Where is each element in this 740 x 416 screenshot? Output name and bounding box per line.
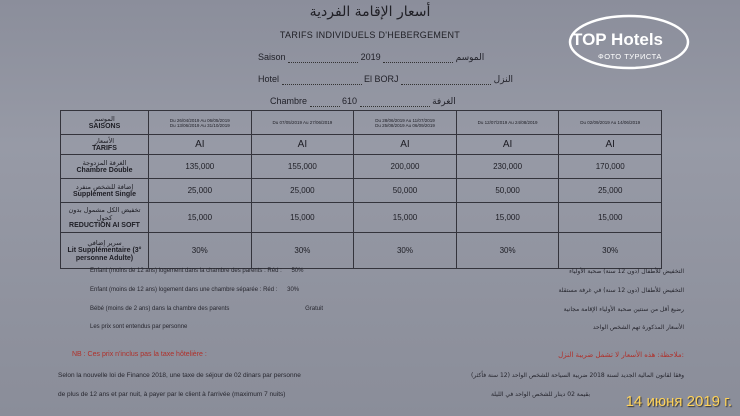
nb-note: NB : Ces prix n'inclus pas la taxe hôtelière : xyxy=(72,351,207,358)
lit-supp-cell: 30% xyxy=(559,233,662,269)
table-row xyxy=(61,155,662,179)
lit-supp-cell: 30% xyxy=(354,233,457,269)
single-cell: 25,000 xyxy=(149,179,252,203)
tarif-cell: AI xyxy=(354,135,457,155)
single-cell: 50,000 xyxy=(354,179,457,203)
date-watermark: 14 июня 2019 г. xyxy=(625,393,732,410)
row-label-reduction: تخفيض الكل مشمول بدون كحول REDUCTION AI SOFT xyxy=(61,203,149,233)
table-row xyxy=(61,135,662,155)
row-label-double: الغرفة المزدوجة Chambre Double xyxy=(61,155,149,179)
note-child-separate: Enfant (moins de 12 ans) logement dans une chambre séparée : Réd : 30% xyxy=(90,287,300,293)
note-ar-2: التخفيض للأطفال (دون 12 سنة) في غرفة مستقلة xyxy=(558,287,684,294)
hotel-label-ar: النزل xyxy=(493,75,514,85)
hotel-value: El BORJ xyxy=(364,74,399,84)
note-value: 30% xyxy=(287,287,300,293)
period-cell: Du 28/06/2019 Au 11/07/2019 Du 25/08/2019 Au 06/09/2019 xyxy=(354,111,457,135)
period-cell: Du 02/09/2019 Au 14/06/2019 xyxy=(559,111,662,135)
reduction-cell: 15,000 xyxy=(456,203,559,233)
hotel-label: Hotel xyxy=(258,74,280,84)
double-cell: 170,000 xyxy=(559,155,662,179)
tarif-cell: AI xyxy=(251,135,354,155)
note-value: 50% xyxy=(291,268,304,274)
period-cell: Du 26/04/2019 Au 06/05/2019 Du 13/06/2019 Au 31/10/2019 xyxy=(149,111,252,135)
table-row xyxy=(61,179,662,203)
row-label-lit-supp: سرير إضافي Lit Supplémentaire (3° personne Adulte) xyxy=(61,233,149,269)
saison-line xyxy=(258,52,484,63)
note-ar-3: رضيع أقل من سنتين صحبة الأولياء الإقامة مجانية xyxy=(563,306,684,313)
tarif-cell: AI xyxy=(149,135,252,155)
note-baby: Bébé (moins de 2 ans) dans la chambre des parents Gratuit xyxy=(90,306,324,312)
lit-supp-cell: 30% xyxy=(251,233,354,269)
note-value: Gratuit xyxy=(305,306,324,312)
lit-supp-cell: 30% xyxy=(456,233,559,269)
period-cell: Du 12/07/2019 Au 24/08/2019 xyxy=(456,111,559,135)
saison-label: Saison xyxy=(258,52,286,62)
tarif-cell: AI xyxy=(456,135,559,155)
reduction-cell: 15,000 xyxy=(559,203,662,233)
saison-label-ar: الموسم xyxy=(455,53,485,63)
chambre-line xyxy=(270,96,456,107)
saison-value: 2019 xyxy=(360,52,381,62)
logo-subtitle: ФОТО ТУРИСТА xyxy=(598,52,662,61)
period-cell: Du 07/05/2019 Au 27/06/2019 xyxy=(251,111,354,135)
chambre-value: 610 xyxy=(342,96,358,106)
tax-text-1: Selon la nouvelle loi de Finance 2018, une taxe de séjour de 02 dinars par personne xyxy=(58,372,301,379)
hotel-line xyxy=(258,74,513,85)
note-ar-4: الأسعار المذكورة تهم الشخص الواحد xyxy=(592,324,684,331)
single-cell: 25,000 xyxy=(251,179,354,203)
reduction-cell: 15,000 xyxy=(149,203,252,233)
tarif-cell: AI xyxy=(559,135,662,155)
tax-text-ar-1: وفقا لقانون المالية الجديد لسنة 2018 ضريبة السياحة للشخص الواحد (12 سنة فأكثر) xyxy=(471,372,684,379)
double-cell: 230,000 xyxy=(456,155,559,179)
chambre-label-ar: الغرفة xyxy=(432,97,456,107)
table-row xyxy=(61,111,662,135)
double-cell: 135,000 xyxy=(149,155,252,179)
note-child-parents: Enfant (moins de 12 ans) logement dans la chambre des parents : Réd : 50% xyxy=(90,268,304,274)
chambre-label: Chambre xyxy=(270,96,308,106)
row-label-saisons: الموسم SAISONS xyxy=(61,111,149,135)
table-row xyxy=(61,203,662,233)
double-cell: 155,000 xyxy=(251,155,354,179)
title-arabic: أسعار الإقامة الفردية xyxy=(309,4,431,20)
title-french: TARIFS INDIVIDUELS D'HEBERGEMENT xyxy=(279,30,461,40)
note-ar-1: التخفيض للأطفال (دون 12 سنة) صحبة الأولياء xyxy=(569,268,684,275)
single-cell: 50,000 xyxy=(456,179,559,203)
nb-note-ar: ملاحظة: هذه الأسعار لا تشمل ضريبة النزل: xyxy=(558,351,684,359)
logo-text: TOP Hotels xyxy=(572,30,664,49)
single-cell: 25,000 xyxy=(559,179,662,203)
row-label-tarifs: الأسعار TARIFS xyxy=(61,135,149,155)
tax-text-ar-2: بقيمة 02 دينار للشخص الواحد في الليلة xyxy=(490,391,590,398)
double-cell: 200,000 xyxy=(354,155,457,179)
table-row xyxy=(61,233,662,269)
reduction-cell: 15,000 xyxy=(251,203,354,233)
row-label-single: إضافة للشخص منفرد Supplément Single xyxy=(61,179,149,203)
note-per-person: Les prix sont entendus par personne xyxy=(90,324,188,330)
lit-supp-cell: 30% xyxy=(149,233,252,269)
tariff-table xyxy=(60,110,662,269)
tax-text-2: de plus de 12 ans et par nuit, à payer par le client à l'arrivée (maximum 7 nuits) xyxy=(58,391,286,398)
reduction-cell: 15,000 xyxy=(354,203,457,233)
